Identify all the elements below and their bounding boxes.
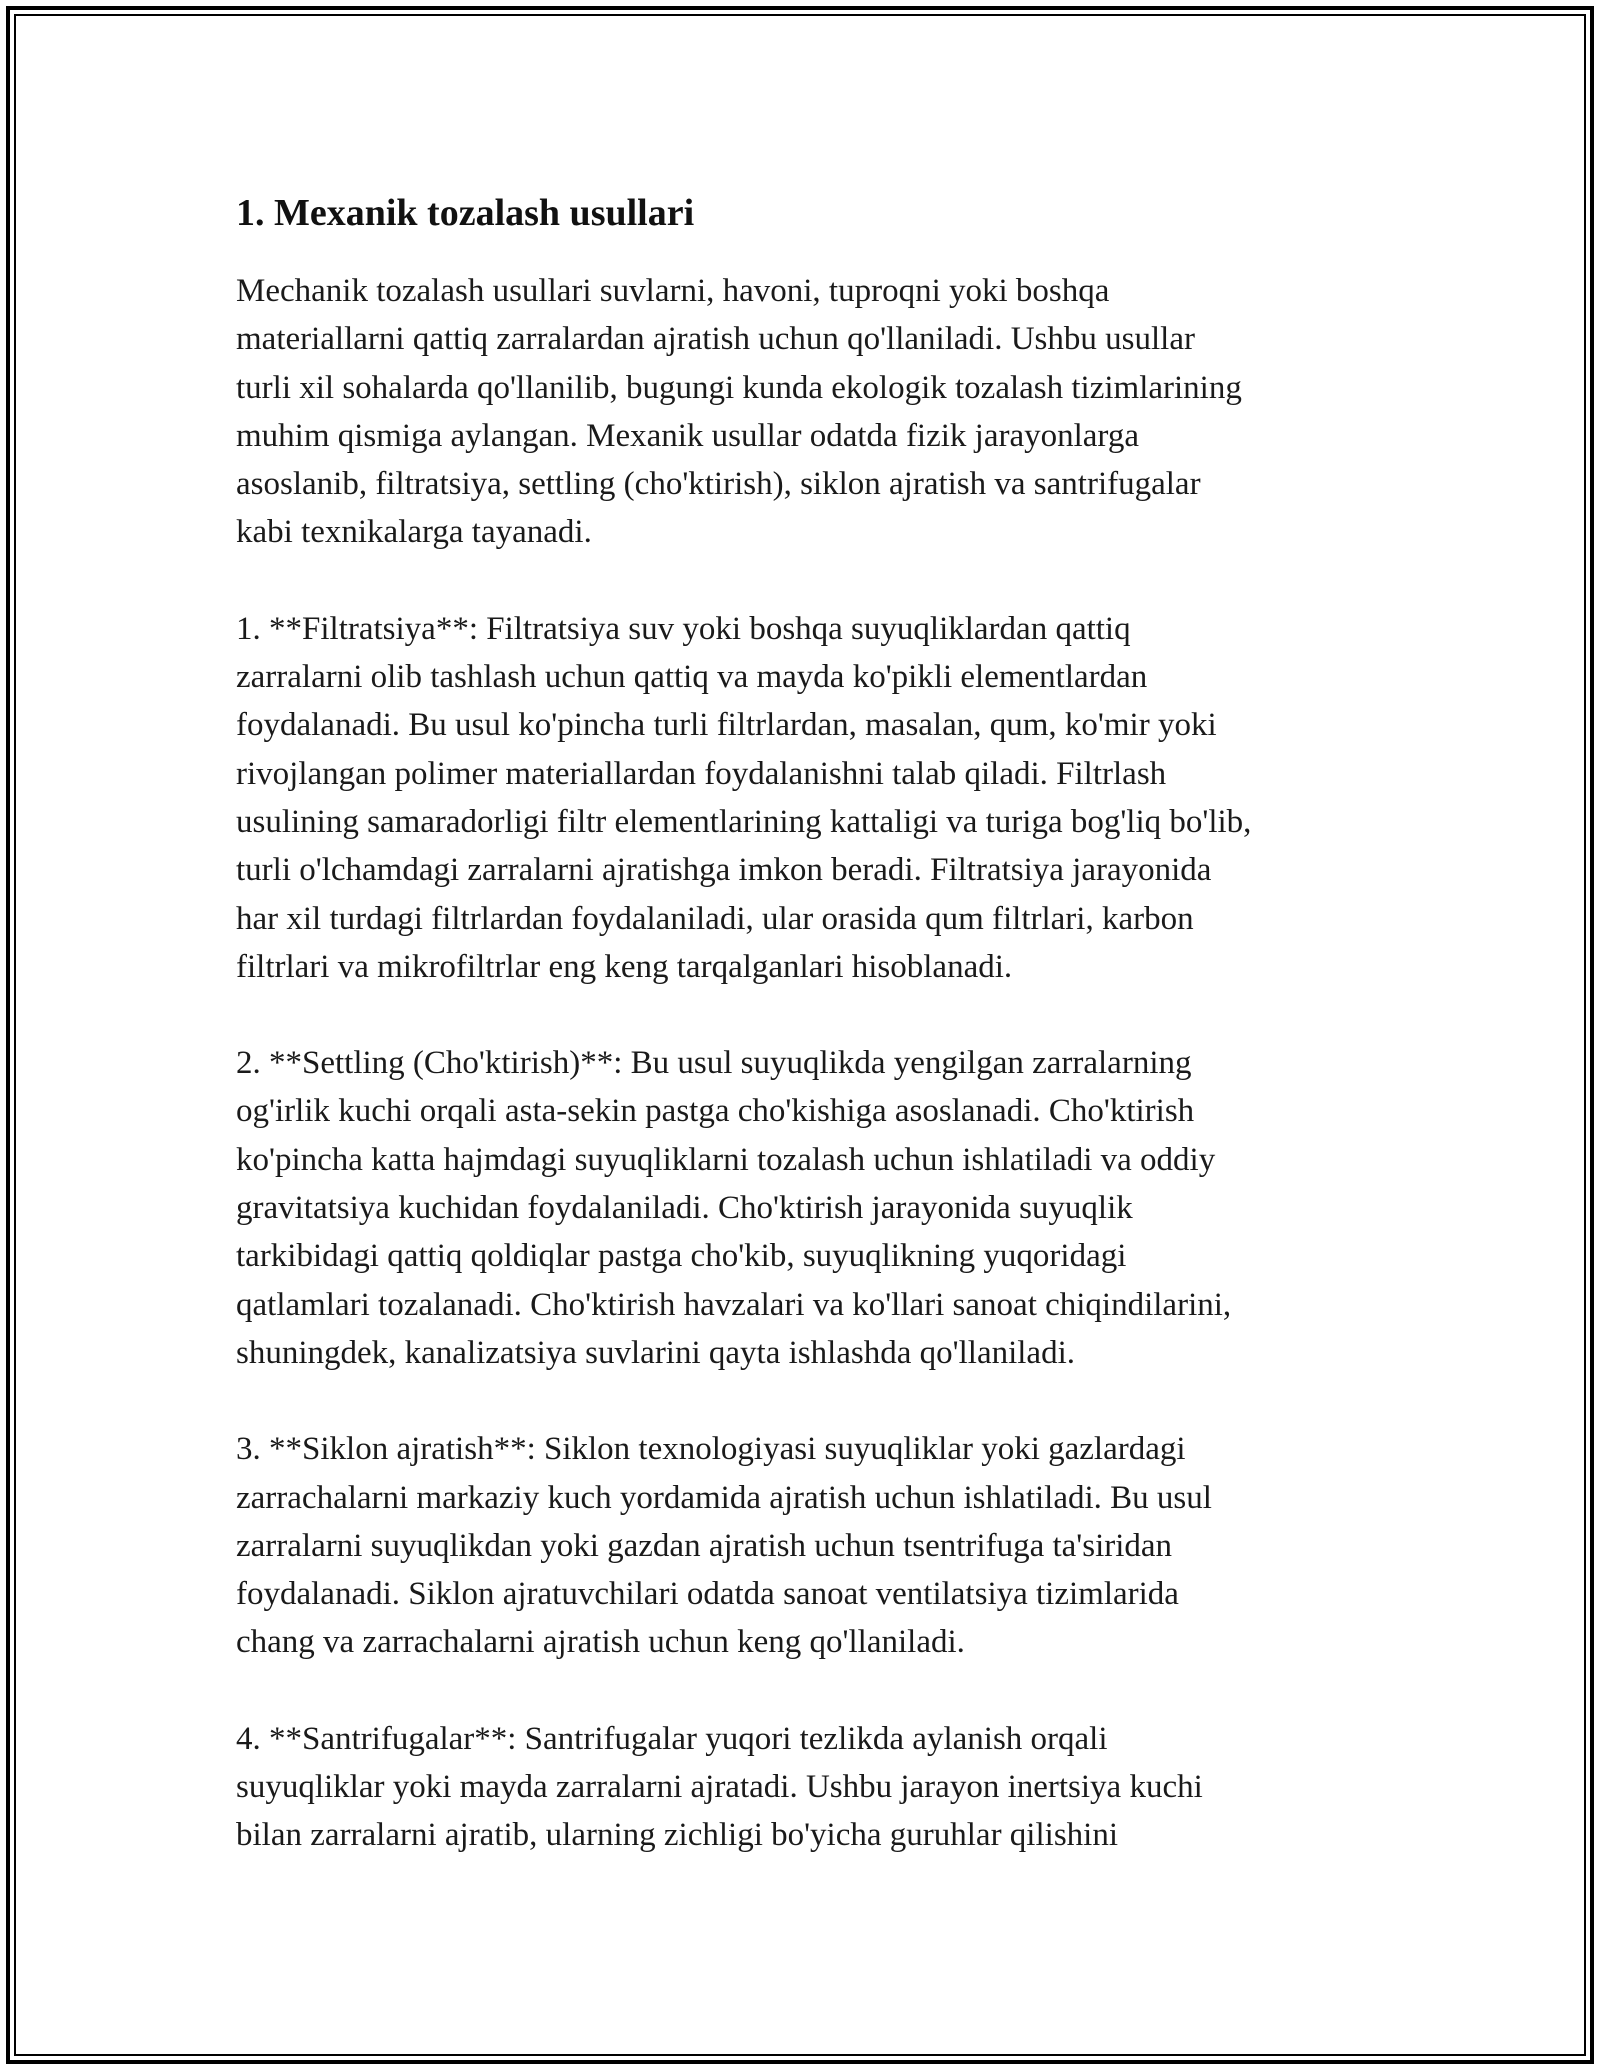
section-heading: 1. Mexanik tozalash usullari bbox=[236, 192, 695, 234]
text-line: 1. **Filtratsiya**: Filtratsiya suv yoki boshqa suyuqliklardan qattiq bbox=[236, 610, 1131, 647]
text-line: har xil turdagi filtrlardan foydalaniladi, ular orasida qum filtrlari, karbon bbox=[236, 900, 1194, 937]
text-line: turli o'lchamdagi zarralarni ajratishga imkon beradi. Filtratsiya jarayonida bbox=[236, 852, 1212, 889]
document-body bbox=[236, 185, 1416, 1908]
text-line: Mechanik tozalash usullari suvlarni, havoni, tuproqni yoki boshqa bbox=[236, 273, 1110, 309]
text-line: 2. **Settling (Cho'ktirish)**: Bu usul suyuqlikda yengilgan zarralarning bbox=[236, 1045, 1192, 1082]
text-line: suyuqliklar yoki mayda zarralarni ajratadi. Ushbu jarayon inertsiya kuchi bbox=[236, 1769, 1203, 1806]
text-line: shuningdek, kanalizatsiya suvlarini qayta ishlashda qo'llaniladi. bbox=[236, 1334, 1076, 1371]
text-line: usulining samaradorligi filtr elementlarining kattaligi va turiga bog'liq bo'lib, bbox=[236, 803, 1252, 840]
text-line: og'irlik kuchi orqali asta-sekin pastga cho'kishiga asoslanadi. Cho'ktirish bbox=[236, 1093, 1195, 1130]
text-line: tarkibidagi qattiq qoldiqlar pastga cho'kib, suyuqlikning yuqoridagi bbox=[236, 1238, 1127, 1275]
text-line: ko'pincha katta hajmdagi suyuqliklarni tozalash uchun ishlatiladi va oddiy bbox=[236, 1141, 1216, 1178]
text-line: qatlamlari tozalanadi. Cho'ktirish havzalari va ko'llari sanoat chiqindilarini, bbox=[236, 1286, 1232, 1323]
paragraph-siklon bbox=[236, 1425, 1416, 1666]
text-line: filtrlari va mikrofiltrlar eng keng tarqalganlari hisoblanadi. bbox=[236, 948, 1013, 985]
text-line: asoslanib, filtratsiya, settling (cho'ktirish), siklon ajratish va santrifugalar bbox=[236, 466, 1201, 503]
text-line: gravitatsiya kuchidan foydalaniladi. Cho'ktirish jarayonida suyuqlik bbox=[236, 1190, 1133, 1227]
paragraph-intro bbox=[236, 267, 1416, 557]
text-line: turli xil sohalarda qo'llanilib, bugungi kunda ekologik tozalash tizimlarining bbox=[236, 369, 1242, 406]
text-line: zarralarni olib tashlash uchun qattiq va mayda ko'pikli elementlardan bbox=[236, 659, 1148, 696]
text-line: rivojlangan polimer materiallardan foydalanishni talab qiladi. Filtrlash bbox=[236, 755, 1167, 792]
text-line: bilan zarralarni ajratib, ularning zichligi bo'yicha guruhlar qilishini bbox=[236, 1817, 1118, 1854]
paragraph-filtratsiya bbox=[236, 605, 1416, 991]
paragraph-settling bbox=[236, 1039, 1416, 1377]
text-line: kabi texnikalarga tayanadi. bbox=[236, 514, 592, 551]
text-line: zarralarni suyuqlikdan yoki gazdan ajratish uchun tsentrifuga ta'siridan bbox=[236, 1527, 1173, 1564]
text-line: foydalanadi. Bu usul ko'pincha turli filtrlardan, masalan, qum, ko'mir yoki bbox=[236, 707, 1217, 744]
text-line: zarrachalarni markaziy kuch yordamida ajratish uchun ishlatiladi. Bu usul bbox=[236, 1479, 1212, 1516]
text-line: muhim qismiga aylangan. Mexanik usullar odatda fizik jarayonlarga bbox=[236, 417, 1139, 454]
text-line: foydalanadi. Siklon ajratuvchilari odatda sanoat ventilatsiya tizimlarida bbox=[236, 1576, 1179, 1613]
text-line: 3. **Siklon ajratish**: Siklon texnologiyasi suyuqliklar yoki gazlardagi bbox=[236, 1431, 1186, 1468]
paragraph-santrifugalar bbox=[236, 1715, 1416, 1860]
text-line: chang va zarrachalarni ajratish uchun keng qo'llaniladi. bbox=[236, 1624, 965, 1661]
text-line: 4. **Santrifugalar**: Santrifugalar yuqori tezlikda aylanish orqali bbox=[236, 1720, 1108, 1757]
text-line: materiallarni qattiq zarralardan ajratish uchun qo'llaniladi. Ushbu usullar bbox=[236, 321, 1195, 358]
